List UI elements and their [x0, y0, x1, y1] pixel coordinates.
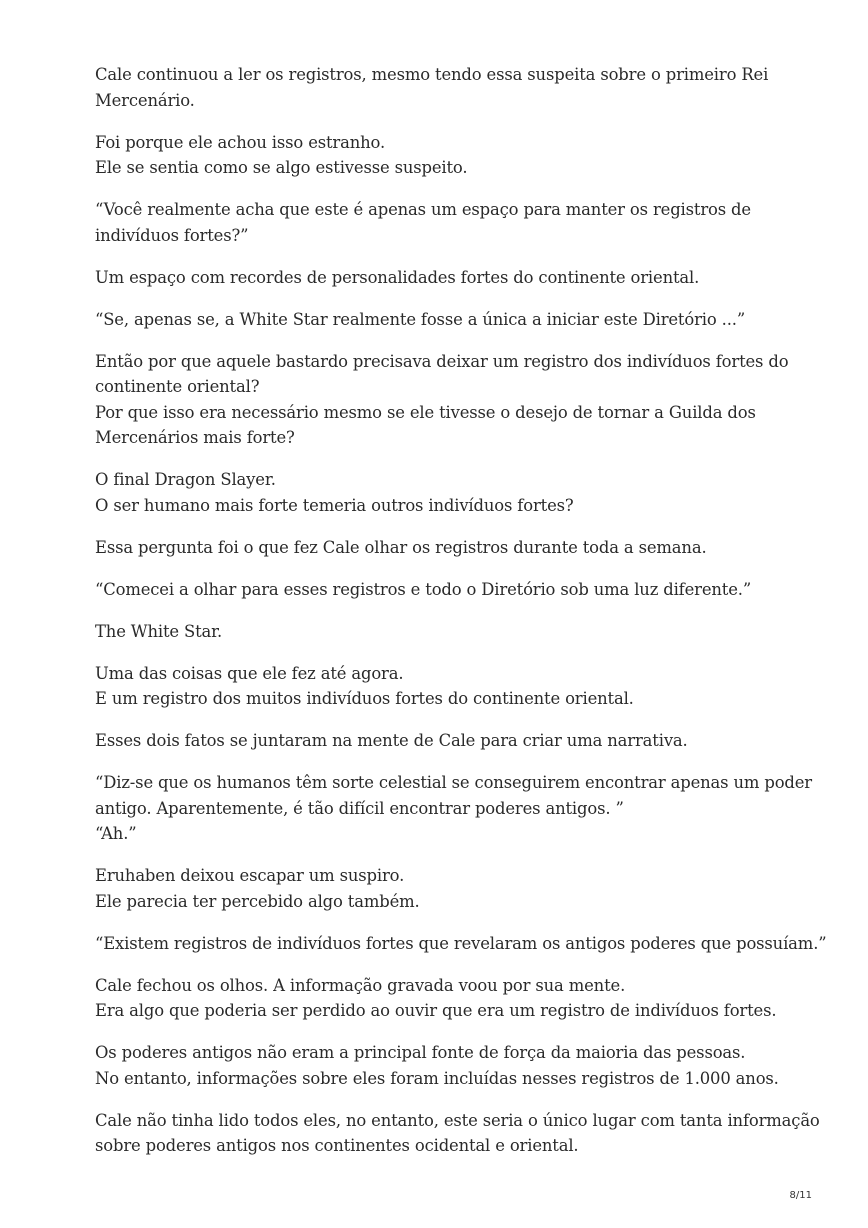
paragraph — [95, 973, 795, 1024]
text-line: Cale não tinha lido todos eles, no entanto, este seria o único lugar com tanta informação — [95, 1110, 820, 1130]
page-number: 8/11 — [789, 1190, 812, 1201]
text-line: Ele se sentia como se algo estivesse suspeito. — [95, 158, 468, 177]
paragraph — [95, 535, 795, 561]
text-line: Por que isso era necessário mesmo se ele tivesse o desejo de tornar a Guilda dos — [95, 402, 756, 422]
text-line: Então por que aquele bastardo precisava deixar um registro dos indivíduos fortes do — [95, 351, 789, 371]
page-body — [95, 62, 827, 1175]
paragraph — [95, 577, 795, 603]
text-line: Esses dois fatos se juntaram na mente de Cale para criar uma narrativa. — [95, 731, 688, 750]
paragraph — [95, 931, 827, 957]
text-line: The White Star. — [95, 621, 223, 641]
paragraph — [95, 349, 795, 451]
text-line: E um registro dos muitos indivíduos fortes do continente oriental. — [95, 689, 634, 708]
paragraph — [95, 307, 795, 333]
text-line: “Se, apenas se, a White Star realmente fosse a única a iniciar este Diretório ...” — [95, 309, 746, 329]
paragraph — [95, 661, 795, 712]
text-line: Cale fechou os olhos. A informação gravada voou por sua mente. — [95, 975, 626, 995]
paragraph — [95, 265, 795, 291]
paragraph — [95, 130, 795, 181]
paragraph — [95, 62, 795, 113]
text-line: continente oriental? — [95, 377, 260, 396]
paragraph — [95, 1108, 820, 1159]
paragraph — [95, 863, 795, 914]
text-line: sobre poderes antigos nos continentes ocidental e oriental. — [95, 1136, 579, 1155]
text-line: “Comecei a olhar para esses registros e todo o Diretório sob uma luz diferente.” — [95, 579, 752, 599]
paragraph — [95, 467, 795, 518]
text-line: “Diz-se que os humanos têm sorte celestial se conseguirem encontrar apenas um poder — [95, 773, 812, 792]
text-line: Eruhaben deixou escapar um suspiro. — [95, 866, 405, 885]
text-line: Essa pergunta foi o que fez Cale olhar os registros durante toda a semana. — [95, 537, 707, 557]
paragraph — [95, 619, 795, 645]
paragraph — [95, 728, 795, 754]
text-line: O ser humano mais forte temeria outros indivíduos fortes? — [95, 495, 574, 515]
text-line: Ele parecia ter percebido algo também. — [95, 891, 420, 911]
text-line: “Ah.” — [95, 824, 137, 843]
text-line: “Você realmente acha que este é apenas um espaço para manter os registros de — [95, 200, 751, 219]
text-line: Cale continuou a ler os registros, mesmo tendo essa suspeita sobre o primeiro Rei — [95, 65, 769, 84]
text-line: No entanto, informações sobre eles foram incluídas nesses registros de 1.000 anos. — [95, 1068, 779, 1088]
paragraph — [95, 770, 812, 847]
text-line: antigo. Aparentemente, é tão difícil encontrar poderes antigos. ” — [95, 798, 624, 818]
text-line: Mercenários mais forte? — [95, 428, 295, 447]
text-line: Um espaço com recordes de personalidades fortes do continente oriental. — [95, 267, 700, 287]
text-line: “Existem registros de indivíduos fortes que revelaram os antigos poderes que possuíam.” — [95, 933, 827, 953]
text-line: Mercenário. — [95, 90, 195, 110]
paragraph — [95, 197, 795, 248]
text-line: Foi porque ele achou isso estranho. — [95, 132, 386, 152]
text-line: Os poderes antigos não eram a principal fonte de força da maioria das pessoas. — [95, 1043, 746, 1062]
text-line: Uma das coisas que ele fez até agora. — [95, 663, 404, 683]
paragraph — [95, 1040, 795, 1091]
text-line: Era algo que poderia ser perdido ao ouvir que era um registro de indivíduos fortes. — [95, 1001, 777, 1020]
text-line: O final Dragon Slayer. — [95, 470, 276, 489]
text-line: indivíduos fortes?” — [95, 225, 249, 245]
